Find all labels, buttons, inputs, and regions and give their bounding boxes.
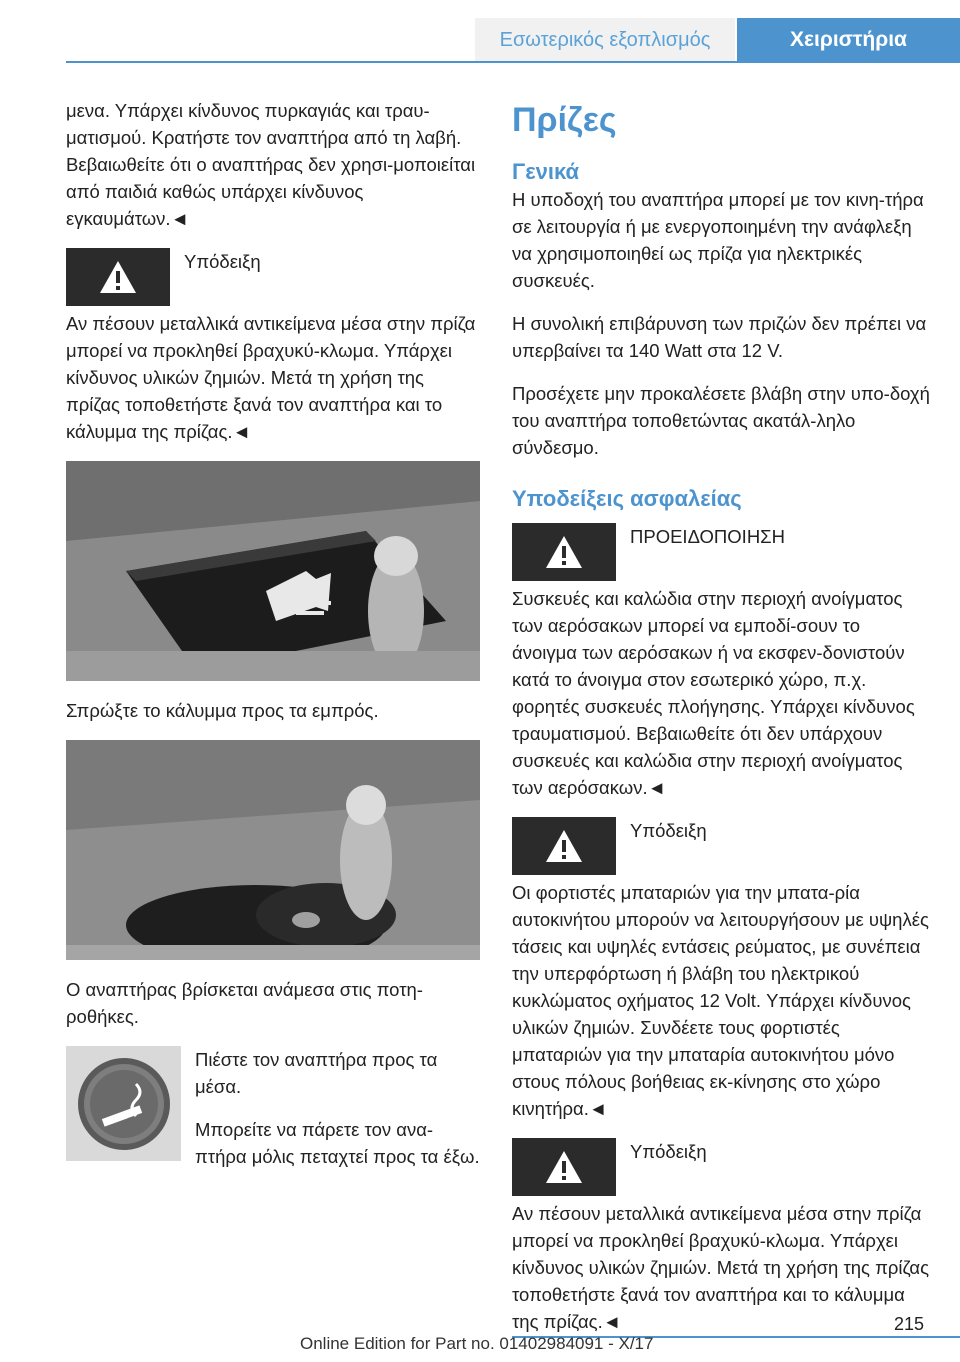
- left-column: [66, 97, 480, 1186]
- note-block-1: [66, 248, 480, 445]
- note-text: Οι φορτιστές μπαταριών για την μπατα‐ρία αυτοκινήτου μπορούν να λειτουργήσουν με υψηλές τάσεις και υψηλές εντάσεις ρεύματος, με συνέπεια την υπερφόρτωση ή βλάβη του ηλεκτρικού κυκλώματος οχήματος 12 Volt. Υπάρχει κίνδυνος υλικών ζημιών. Συνδέετε τους φορτιστές μπαταριών για την μπαταρία αυτοκινήτου μόνο στους πόλους βοήθειας εκ‐κίνησης στο χώρο κινητήρα.◄: [512, 882, 929, 1119]
- header-rule: [66, 61, 960, 63]
- photo-caption-1: Σπρώξτε το κάλυμμα προς τα εμπρός.: [66, 700, 379, 721]
- note-title: Υπόδειξη: [630, 1141, 707, 1162]
- note-text: Αν πέσουν μεταλλικά αντικείμενα μέσα στην πρίζα μπορεί να προκληθεί βραχυκύ‐κλωμα. Υπάρχει κίνδυνος υλικών ζημιών. Μετά τη χρήση της πρίζας τοποθετήστε ξανά τον αναπτήρα και το κάλυμμα της πρίζας.◄: [66, 313, 476, 442]
- photo-caption-2: Ο αναπτήρας βρίσκεται ανάμεσα στις ποτη‐ροθήκες.: [66, 979, 423, 1027]
- paragraph-2: Η συνολική επιβάρυνση των πριζών δεν πρέπει να υπερβαίνει τα 140 Watt στα 12 V.: [512, 313, 927, 361]
- cupholder-photo: [66, 740, 480, 960]
- note-title: Υπόδειξη: [184, 251, 261, 272]
- subheading-general: Γενικά: [512, 159, 580, 184]
- edition-text: Online Edition for Part no. 01402984091 - X/17: [300, 1334, 654, 1353]
- page-header: [0, 0, 960, 62]
- note-block-3: [512, 1138, 930, 1335]
- lighter-instruction: [66, 1046, 480, 1186]
- note-title: Υπόδειξη: [630, 820, 707, 841]
- note-block-2: [512, 817, 930, 1122]
- chapter-tab: Χειριστήρια: [737, 18, 960, 62]
- warning-triangle-icon: [512, 1138, 616, 1196]
- paragraph-1: Η υποδοχή του αναπτήρα μπορεί με τον κινη‐τήρα σε λειτουργία ή με ενεργοποιημένη την ανάφλεξη να χρησιμοποιηθεί ως πρίζα για ηλεκτρικές συσκευές.: [512, 189, 924, 291]
- right-column: [512, 100, 930, 1351]
- warning-triangle-icon: [512, 523, 616, 581]
- paragraph-3: Προσέχετε μην προκαλέσετε βλάβη στην υπο‐δοχή του αναπτήρα τοποθετώντας ακατάλ‐ληλο σύνδεσμο.: [512, 383, 930, 458]
- cigarette-lighter-icon: [66, 1046, 181, 1161]
- lighter-text-1: Πιέστε τον αναπτήρα προς τα μέσα.: [195, 1049, 438, 1097]
- section-title: Πρίζες: [512, 101, 617, 139]
- note-text: Αν πέσουν μεταλλικά αντικείμενα μέσα στην πρίζα μπορεί να προκληθεί βραχυκύ‐κλωμα. Υπάρχει κίνδυνος υλικών ζημιών. Μετά τη χρήση της πρίζας τοποθετήστε ξανά τον αναπτήρα και το κάλυμμα της πρίζας.◄: [512, 1203, 930, 1332]
- lighter-text-2: Μπορείτε να πάρετε τον ανα‐πτήρα μόλις πεταχτεί προς τα έξω.: [195, 1119, 480, 1167]
- warning-title: ΠΡΟΕΙΔΟΠΟΙΗΣΗ: [630, 526, 785, 547]
- intro-paragraph: μενα. Υπάρχει κίνδυνος πυρκαγιάς και τραυ‐ματισμού. Κρατήστε τον αναπτήρα από τη λαβή. Βεβαιωθείτε ότι ο αναπτήρας δεν χρησι‐μοποιείται από παιδιά καθώς υπάρχει κίνδυνος εγκαυμάτων.◄: [66, 100, 476, 229]
- page-number: 215: [893, 1314, 924, 1334]
- warning-triangle-icon: [512, 817, 616, 875]
- subheading-safety: Υποδείξεις ασφαλείας: [512, 486, 742, 511]
- section-tab: Εσωτερικός εξοπλισμός: [475, 18, 735, 62]
- console-cover-photo: [66, 461, 480, 681]
- warning-block: [512, 523, 930, 801]
- warning-triangle-icon: [66, 248, 170, 306]
- warning-text: Συσκευές και καλώδια στην περιοχή ανοίγματος των αερόσακων μπορεί να εμποδί‐σουν το άνοιγμα των αερόσακων ή να εκσφεν‐δονιστούν κατά το άνοιγμα στον εσωτερικό χώρο, π.χ. φορητές συσκευές πλοήγησης. Υπάρχει κίνδυνος τραυματισμού. Βεβαιωθείτε ότι δεν υπάρχουν συσκευές και καλώδια στην περιοχή ανοίγματος των αερόσακων.◄: [512, 588, 915, 798]
